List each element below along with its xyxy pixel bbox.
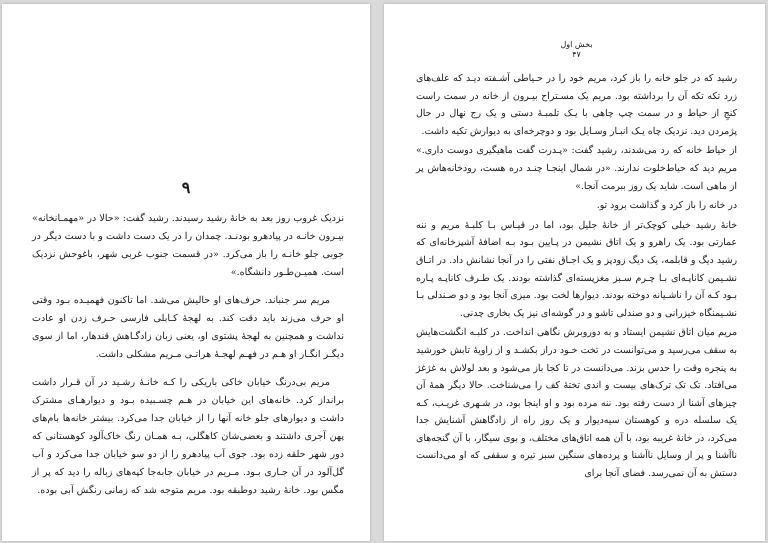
left-paragraph-3: مریم بی‌درنگ خیابان خاکی باریکی را کـه خانـهٔ رشـید در آن قـرار داشت برانداز کرد. خانه‌های این خیابان در هـم چسـبیده بـود و دیوارهـای مشترک داشت و دیوارهای جلو خانه آنها را از خیابان جدا می‌کرد. بیشتر خانه‌ها بام‌های پهن آجری داشتند و بعضی‌شان کاهگلی، بـه همـان رنگ خاک‌آلود کوهستانی که دور شهر حلقه زده بود. جوی آب پیادهرو را از دو سو خیابان جدا می‌کرد و آب گل‌آلود در آن جـاری بـود. مـریم در خیابان جابه‌جا کپه‌های زباله را دید که پر از مگس بود. خانهٔ رشید دوطبقه بود. مریم متوجه شد که زمانی رنگش آبی بوده.	[32, 377, 344, 496]
left-paragraph-2: مریم سر جنباند. حرف‌های او حالیش می‌شد. اما تاکنون فهمیـده بـود وقتی او حرف می‌زند باید دقت کند. به لهجهٔ کـابلی فارسی حـرف زدن او عادت نداشت و همچنین به لهجهٔ پشتوی او، یعنی زبان زادگـاهش قندهار، اما از سوی دیگـر انگـار او هـم در فهـم لهجـهٔ هراتـی مـریم مشکلی داشت.	[32, 295, 344, 360]
page-number: ۴۷	[572, 50, 581, 59]
right-paragraph-4: خانهٔ رشید خیلی کوچک‌تر از خانهٔ جلیل بود، اما در قیـاس بـا کلبـهٔ مریم و ننه عمارتی بود. یک راهرو و یک اتاق نشیمن در پـایین بـود بـه اضافهٔ آشپزخانه‌ای که رشید دیگ و قابلمه، یک دیگ زودپز و یک اجـاق نفتی را در آنجا نشانش داد. در اتـاق نشـیمن کاناپـه‌ای بـا چـرم سـبز مغزپسته‌ای گذاشته بودند. یک طـرف کاناپـه پـاره بـود کـه آن را ناشـیانه دوخته بودند. دیوارها لخت بود. میزی آنجا بود و دو صـندلی بـا نشـیمنگاه خیزرانی و دو صندلی تاشو و در گوشه‌ای نیز یک بخاری چدنی.	[416, 219, 737, 319]
right-paragraph-5: مریم میان اتاق نشیمن ایستاد و به دوروبرش نگاهی انداخت. در کلبـه انگشت‌هایش به سقف می‌رسید و می‌توانست در تخت خـود دراز بکشـد و از زاویهٔ تابش خورشید به پنجره وقت را حدس بزند. می‌دانست در تا کجا باز می‌شود و بعد لولاش به غژغژ می‌افتاد. تک تک ترک‌های بیست و اندی تختهٔ کف را می‌شناخت. حالا دیگر همهٔ آن چیزهای آشنا از دست رفته بود. ننه مرده بود و او اینجا بود، در شـهری غریـب، کـه یک سلسله دره و کوهستان سیه‌دیوار و یک روز راه از زادگاهش آشنایش جدا می‌کرد، در خانهٔ غریبه بود، با آن همه اتاق‌های مختلف، و بوی سیگار، با آن گنجه‌های ناآشنا و پر از وسایل ناآشنا و پرده‌های سنگین سبز تیره و سقفی که او می‌دانست دستش به آن نمی‌رسد. فضای آنجا برای	[416, 327, 737, 480]
left-page	[2, 4, 370, 541]
running-head: بخش اول	[560, 40, 593, 49]
right-page	[384, 4, 765, 541]
right-paragraph-1: رشید که در جلو خانه را باز کرد، مریم خود را در حـیاطی آشـفته دیـد که علف‌های زرد تکه تکه آن را برداشته بود. مریم یک مسـتراح بیـرون از خانه در سمت راست کنجِ از حیاط و در سمت چپ چاهی با یـک تلمبـهٔ دستی و یک رج نهال در حال پژمردن دید. نزدیک چاه یـک انبـار وسـایل بود و دوچرخه‌ای به دیوارش تکیه داشت.	[416, 73, 737, 137]
left-paragraph-1: نزدیک غروب روز بعد به خانهٔ رشید رسیدند. رشید گفت: «حالا در «مهمـانخانه» بیـرون خانـه در پیادهرو بودنـد. چمدان را در یک دست داشت و با دست دیگر در جوبی جلو خانـه را باز می‌کرد. «در قسمت جنوب غربی شهر، باغوحش نزدیک است. همیـن‌طـور دانشگاه.»	[32, 213, 344, 278]
right-paragraph-3: در خانه را باز کرد و گذاشت برود تو.	[596, 200, 737, 212]
chapter-number: ۹	[181, 178, 191, 197]
right-paragraph-2: از حیاط خانه که رد می‌شدند، رشید گفت: «پـدرت گفت ماهیگیری دوست داری.» مریم دید که حیاط‌خلوت ندارند. «در شمال اینجـا چنـد دره هست، رودخانه‌هاش پر از ماهی است. شاید یک روز ببرمت آنجا.»	[416, 145, 737, 192]
